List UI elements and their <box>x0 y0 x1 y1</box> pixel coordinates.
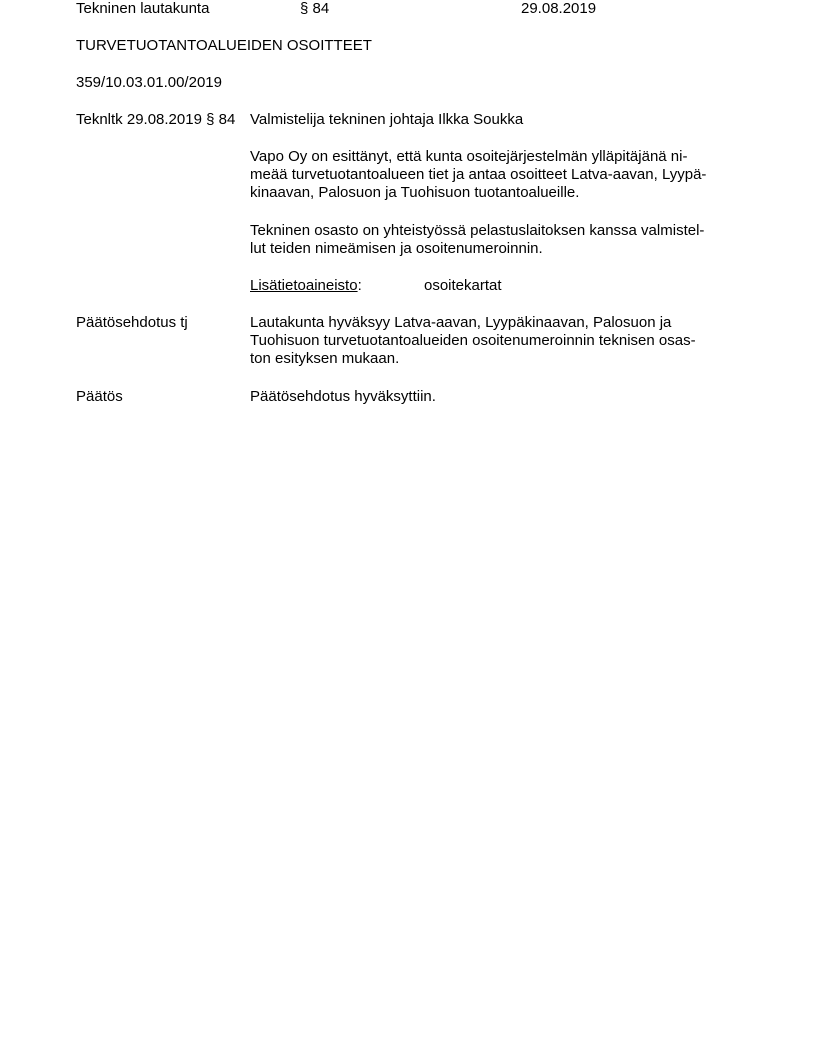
additional-info-label: Lisätietoaineisto <box>250 277 358 294</box>
body-paragraph-line: lut teiden nimeämisen ja osoitenumeroinnin. <box>250 240 543 257</box>
additional-info-colon: : <box>357 277 362 294</box>
additional-info-label-row <box>250 277 362 295</box>
header-body-name: Tekninen lautakunta <box>76 0 210 17</box>
reference-label: Teknltk 29.08.2019 § 84 <box>76 111 236 128</box>
proposal-line: ton esityksen mukaan. <box>250 350 400 367</box>
decision-text: Päätösehdotus hyväksyttiin. <box>250 388 436 405</box>
body-paragraph-line: Vapo Oy on esittänyt, että kunta osoitejärjestelmän ylläpitäjänä ni- <box>250 148 688 165</box>
body-paragraph-2 <box>250 222 704 258</box>
document-title: TURVETUOTANTOALUEIDEN OSOITTEET <box>76 37 372 54</box>
body-paragraph-line: meää turvetuotantoalueen tiet ja antaa osoitteet Latva-aavan, Lyypä- <box>250 166 707 183</box>
additional-info-value: osoitekartat <box>424 277 502 294</box>
decision-label: Päätös <box>76 388 123 405</box>
body-paragraph-1 <box>250 148 706 202</box>
proposal-line: Tuohisuon turvetuotantoalueiden osoitenumeroinnin teknisen osas- <box>250 332 696 349</box>
record-number: 359/10.03.01.00/2019 <box>76 74 222 91</box>
header-date: 29.08.2019 <box>521 0 597 17</box>
body-paragraph-line: Tekninen osasto on yhteistyössä pelastuslaitoksen kanssa valmistel- <box>250 222 705 239</box>
header-section-number: § 84 <box>300 0 330 17</box>
preparer-line: Valmistelija tekninen johtaja Ilkka Soukka <box>250 111 524 128</box>
proposal-text <box>250 314 696 368</box>
proposal-line: Lautakunta hyväksyy Latva-aavan, Lyypäkinaavan, Palosuon ja <box>250 314 672 331</box>
proposal-label: Päätösehdotus tj <box>76 314 188 331</box>
body-paragraph-line: kinaavan, Palosuon ja Tuohisuon tuotantoalueille. <box>250 184 580 201</box>
